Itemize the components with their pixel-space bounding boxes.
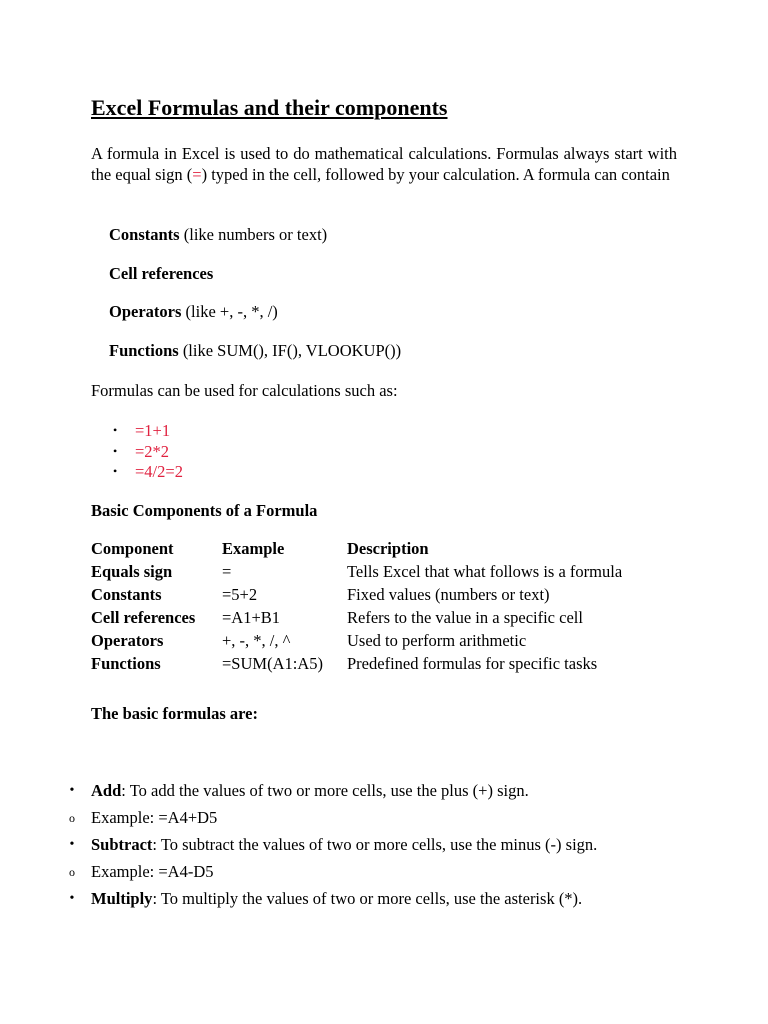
equals-sign-highlight: = <box>192 164 202 184</box>
component-cell: Equals sign <box>91 562 173 581</box>
list-item-text <box>91 834 597 855</box>
bullet-circle-icon: o <box>69 811 75 825</box>
list-item-text <box>91 780 529 801</box>
formula-name: Subtract <box>91 835 153 854</box>
example-cell: =A1+B1 <box>222 608 281 627</box>
example-formula: =4/2=2 <box>135 462 183 481</box>
contains-item-operators <box>109 301 278 322</box>
description-cell: Tells Excel that what follows is a formula <box>347 562 623 581</box>
contains-item-constants <box>109 224 327 245</box>
description-cell: Used to perform arithmetic <box>347 631 527 650</box>
table-row <box>91 653 622 676</box>
table-header-row <box>91 538 622 561</box>
list-item-text <box>91 807 217 828</box>
formula-description: : To add the values of two or more cells, use the plus (+) sign. <box>121 781 529 800</box>
bullet-dot-icon: • <box>113 443 118 458</box>
formula-example: Example: =A4-D5 <box>91 862 214 881</box>
intro-text-before: A formula in Excel is used to do mathematical calculations. Formulas always start with the equal sign ( <box>91 144 677 184</box>
contains-item-label: Functions <box>109 341 179 360</box>
contains-item-detail: (like numbers or text) <box>179 225 328 244</box>
component-cell: Operators <box>91 631 164 650</box>
example-cell: =5+2 <box>222 585 258 604</box>
formula-example: Example: =A4+D5 <box>91 808 218 827</box>
component-cell: Constants <box>91 585 162 604</box>
bullet-dot-icon: • <box>113 423 118 437</box>
bullet-circle-icon: o <box>69 865 75 879</box>
description-cell: Predefined formulas for specific tasks <box>347 654 598 673</box>
table-row <box>91 607 622 630</box>
contains-item-functions <box>109 340 401 361</box>
table-row <box>91 630 622 653</box>
formula-name: Multiply <box>91 889 153 908</box>
column-header: Example <box>222 539 285 558</box>
calculations-intro: Formulas can be used for calculations such as: <box>91 381 398 400</box>
example-cell: = <box>222 562 232 581</box>
contains-item-label: Cell references <box>109 264 214 283</box>
example-cell: +, -, *, /, ^ <box>222 631 291 650</box>
components-table <box>91 538 622 676</box>
basic-formulas-heading: The basic formulas are: <box>91 704 258 723</box>
bullet-dot-icon: • <box>113 464 118 478</box>
formula-description: : To subtract the values of two or more cells, use the minus (-) sign. <box>152 835 598 854</box>
column-header: Component <box>91 539 174 558</box>
description-cell: Refers to the value in a specific cell <box>347 608 583 627</box>
formula-name: Add <box>91 781 122 800</box>
description-cell: Fixed values (numbers or text) <box>347 585 550 604</box>
list-item-text <box>91 888 582 909</box>
component-cell: Cell references <box>91 608 196 627</box>
component-cell: Functions <box>91 654 161 673</box>
bullet-dot-icon: • <box>69 891 75 906</box>
contains-item-label: Operators <box>109 302 182 321</box>
example-formula: =2*2 <box>135 441 170 461</box>
page-title: Excel Formulas and their components <box>91 95 448 120</box>
components-heading: Basic Components of a Formula <box>91 501 318 520</box>
intro-paragraph <box>91 144 677 185</box>
table-row <box>91 561 622 584</box>
bullet-dot-icon: • <box>69 837 75 852</box>
table-row <box>91 584 622 607</box>
example-formula: =1+1 <box>135 421 171 440</box>
formula-description: : To multiply the values of two or more cells, use the asterisk (*). <box>152 889 583 908</box>
contains-item-detail: (like +, -, *, /) <box>181 302 278 321</box>
intro-text-after: ) typed in the cell, followed by your calculation. A formula can contain <box>201 164 670 184</box>
contains-item-detail: (like SUM(), IF(), VLOOKUP()) <box>178 341 402 360</box>
column-header: Description <box>347 539 429 558</box>
contains-item-label: Constants <box>109 225 180 244</box>
contains-item-cell-references <box>109 263 213 284</box>
bullet-dot-icon: • <box>69 783 75 798</box>
list-item-text <box>91 861 214 882</box>
example-cell: =SUM(A1:A5) <box>222 654 323 673</box>
